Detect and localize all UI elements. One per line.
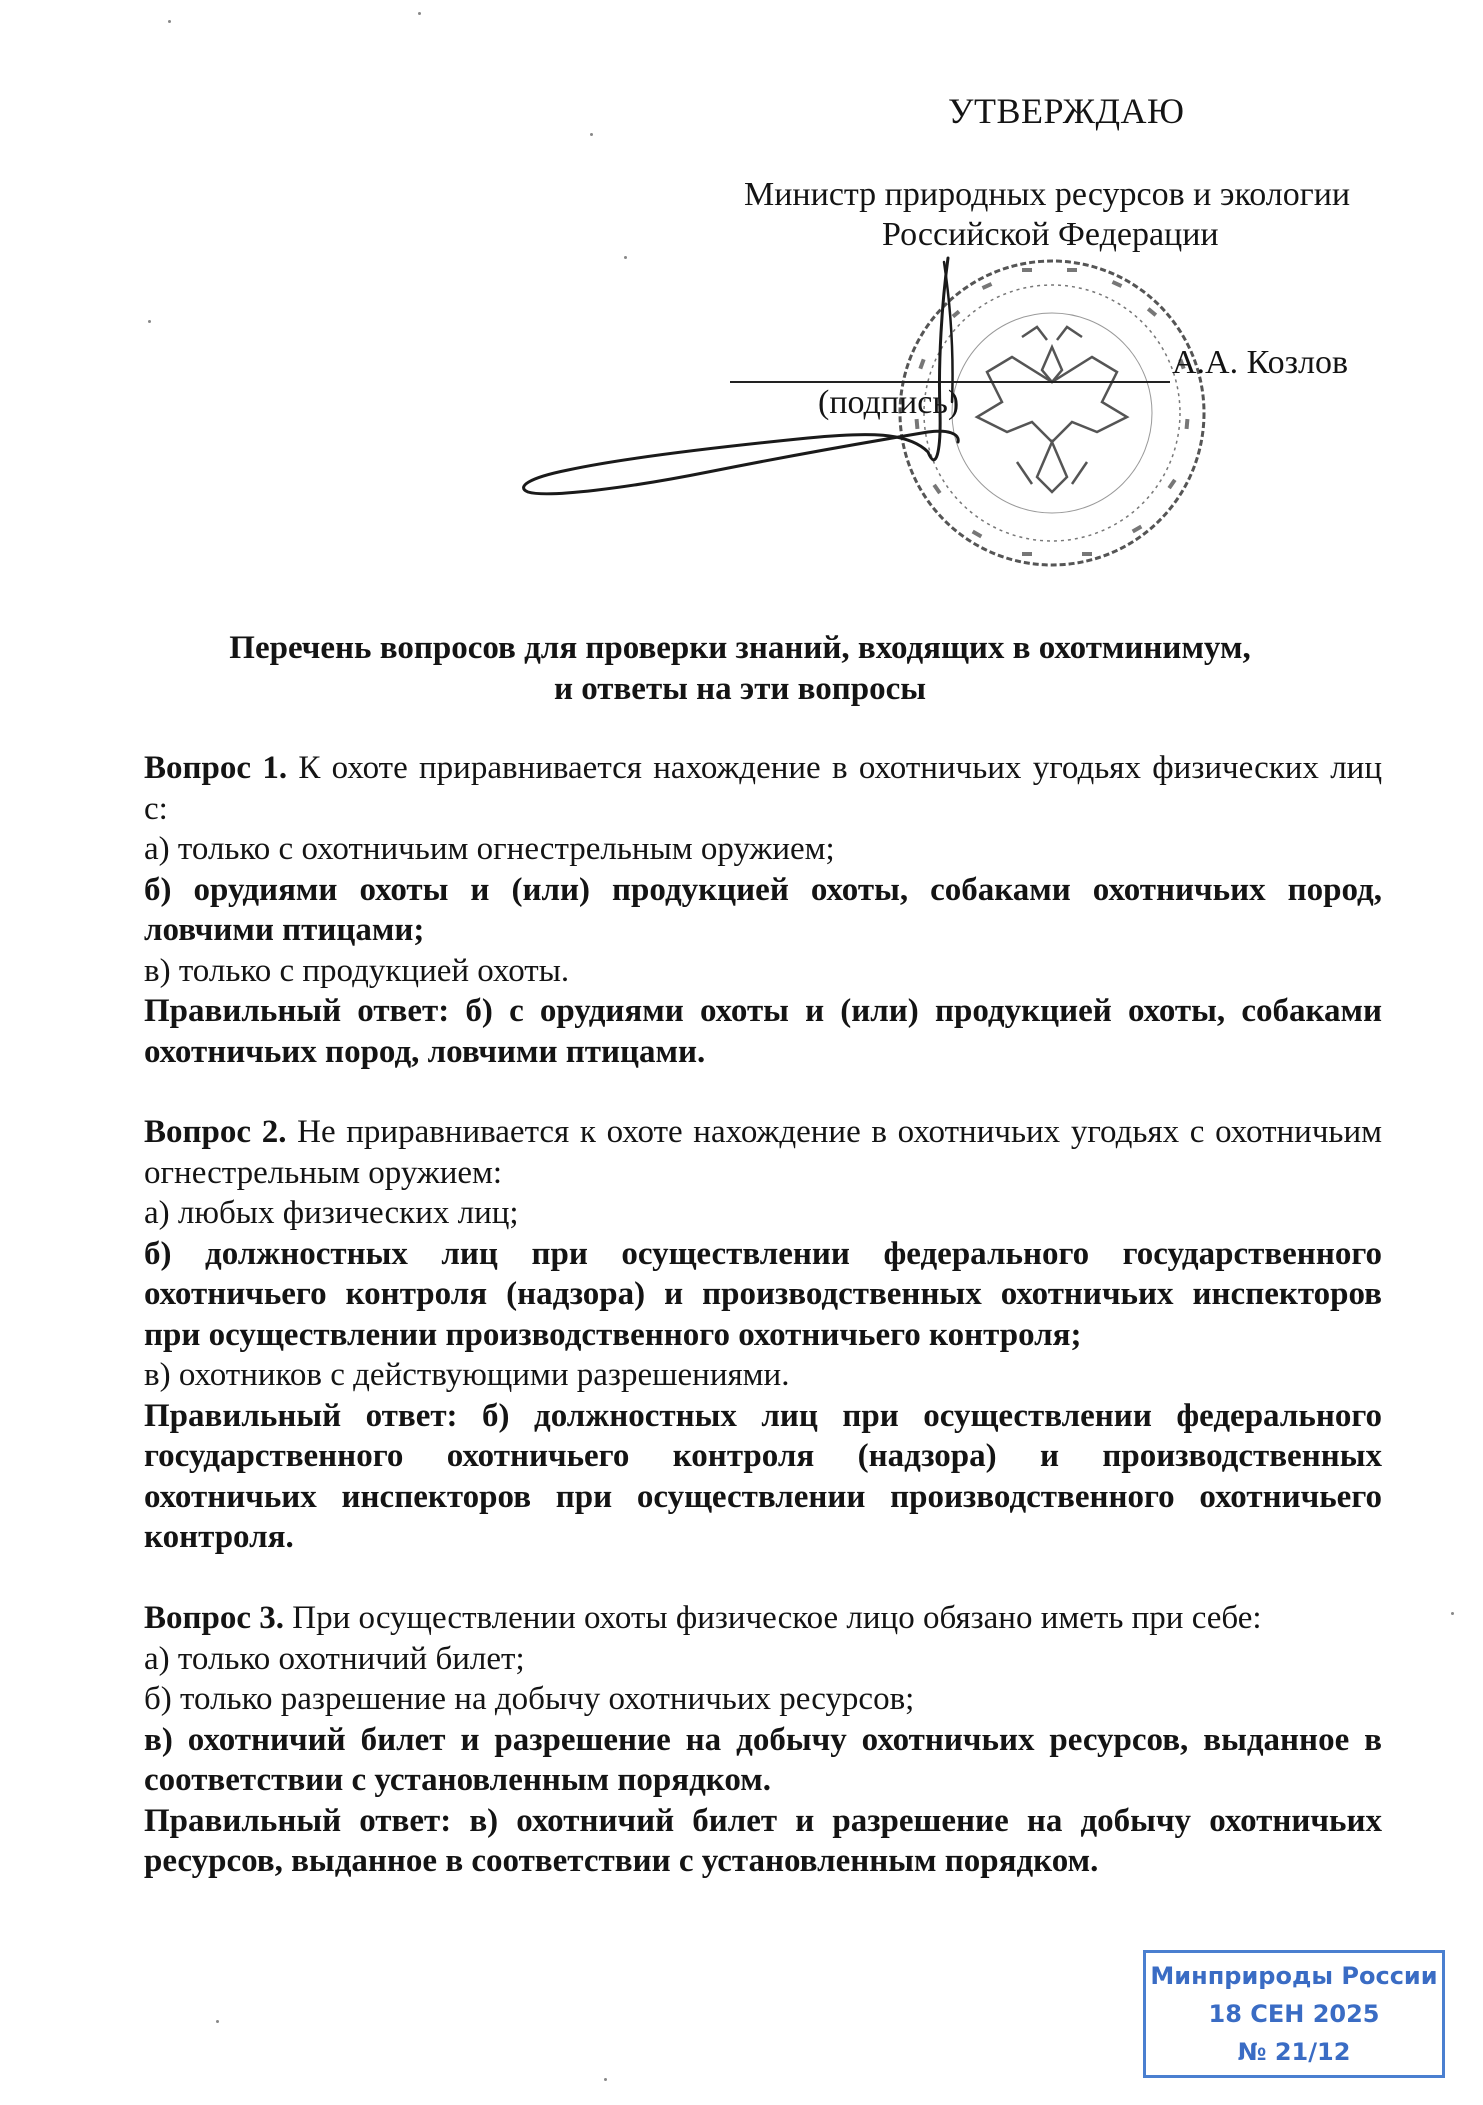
question-body: При осуществлении охоты физическое лицо обязано иметь при себе: <box>284 1600 1262 1636</box>
option-c: в) охотничий билет и разрешение на добычу охотничьих ресурсов, выданное в соответствии с установленным порядком. <box>144 1721 1382 1798</box>
question-label: Вопрос 2. <box>144 1114 287 1150</box>
option-b: б) орудиями охоты и (или) продукцией охоты, собаками охотничьих пород, ловчими птицами; <box>144 871 1382 948</box>
correct-answer: Правильный ответ: б) с орудиями охоты и (или) продукцией охоты, собаками охотничьих пород, ловчими птицами. <box>144 993 1382 1070</box>
scan-speck <box>624 256 627 259</box>
registration-org: Минприроды России <box>1150 1962 1438 1990</box>
option-c: в) охотников с действующими разрешениями. <box>144 1357 790 1393</box>
registration-date: 18 СЕН 2025 <box>1208 2000 1380 2028</box>
approver-position-line2: Российской Федерации <box>882 216 1219 253</box>
approval-title: УТВЕРЖДАЮ <box>948 91 1185 131</box>
question-text <box>144 1112 1382 1193</box>
option-a: а) только охотничий билет; <box>144 1640 525 1677</box>
option-b: б) должностных лиц при осуществлении федерального государственного охотничьего контроля (надзора) и производственных охотничьих инспекторов при осуществлении производственного охотничьего контроля; <box>144 1235 1382 1353</box>
option-c: в) только с продукцией охоты. <box>144 952 570 989</box>
scan-speck <box>148 320 151 323</box>
scan-speck <box>590 133 593 136</box>
question-text <box>144 1598 1382 1639</box>
scan-speck <box>1451 1612 1454 1615</box>
approver-position-line1: Министр природных ресурсов и экологии <box>744 176 1351 213</box>
document-title <box>150 628 1330 710</box>
option-a: а) только с охотничьим огнестрельным оружием; <box>144 831 835 867</box>
question-label: Вопрос 3. <box>144 1600 285 1636</box>
scan-speck <box>168 20 171 23</box>
correct-answer: Правильный ответ: б) должностных лиц при осуществлении федерального государственного охотничьего контроля (надзора) и производственных охотничьих инспекторов при осуществлении производственного охотничьего контроля. <box>144 1397 1382 1555</box>
option-a: а) любых физических лиц; <box>144 1195 519 1231</box>
signer-name: А.А. Козлов <box>1172 344 1349 381</box>
document-title-line2: и ответы на эти вопросы <box>553 671 927 707</box>
scan-speck <box>418 12 421 15</box>
question-body: К охоте приравнивается нахождение в охотничьих угодьях физических лиц с: <box>144 750 1382 827</box>
question-3 <box>144 1598 1382 1882</box>
question-1 <box>144 748 1382 1072</box>
question-body: Не приравнивается к охоте нахождение в охотничьих угодьях с охотничьим огнестрельным оружием: <box>144 1114 1383 1191</box>
scan-speck <box>604 2078 607 2081</box>
registration-number: № 21/12 <box>1237 2038 1351 2066</box>
question-label: Вопрос 1. <box>144 750 288 786</box>
question-text <box>144 748 1382 829</box>
option-b: б) только разрешение на добычу охотничьих ресурсов; <box>144 1681 915 1717</box>
registration-stamp <box>1143 1950 1445 2078</box>
correct-answer: Правильный ответ: в) охотничий билет и разрешение на добычу охотничьих ресурсов, выданное в соответствии с установленным порядком. <box>144 1802 1382 1879</box>
signature-hint: (подпись) <box>818 384 960 421</box>
scan-speck <box>216 2020 219 2023</box>
question-2 <box>144 1112 1382 1558</box>
handwritten-signature <box>508 242 978 522</box>
document-title-line1: Перечень вопросов для проверки знаний, входящих в охотминимум, <box>229 630 1251 666</box>
